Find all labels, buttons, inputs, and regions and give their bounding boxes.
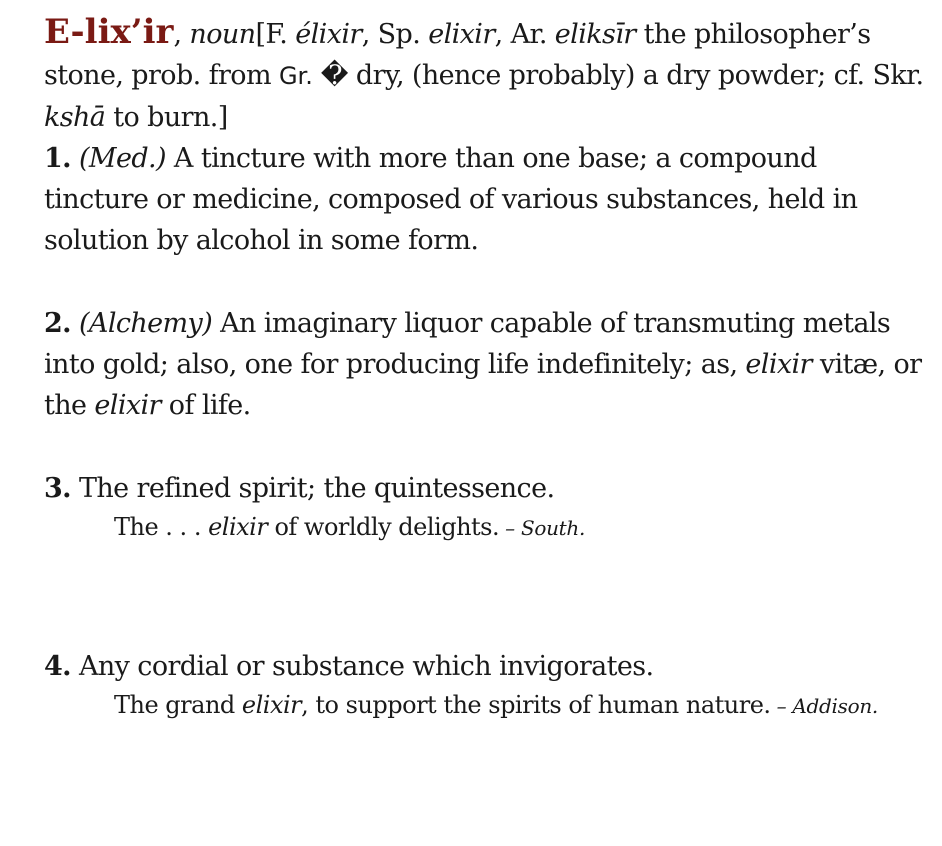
sense-text: A tincture with more than one base; a compound tincture or medicine, composed of various substances, held in solution by alcohol in some form.	[44, 143, 858, 256]
sense-label: (Alchemy)	[78, 308, 213, 339]
sense-4	[44, 646, 924, 687]
sense-1	[44, 138, 924, 261]
sense-number: 2.	[44, 308, 71, 339]
sense-number: 3.	[44, 473, 71, 504]
part-of-speech: noun	[189, 19, 256, 50]
sense-text: The refined spirit; the quintessence.	[71, 473, 555, 504]
sense-2: 2. (Alchemy) An imaginary liquor capable of transmuting metals into gold; also, one for producing life indefinitely; as, elixir vitæ, or the elixir of life.	[44, 308, 922, 421]
replacement-glyph: �	[312, 60, 356, 91]
dictionary-entry	[44, 12, 924, 724]
sense-text: Any cordial or substance which invigorates.	[71, 651, 654, 682]
citation-quote: The . . . elixir of worldly delights. – South.	[114, 513, 586, 541]
etymology: [F. élixir, Sp. elixir, Ar. eliksīr the philosopher’s stone, prob. from Gr. � dry, (hence probably) a dry powder; cf. Skr. kshā to burn.]	[44, 19, 924, 133]
sense-number: 1.	[44, 143, 71, 174]
entry-header: E-lix’ir, noun[F. élixir, Sp. elixir, Ar. eliksīr the philosopher’s stone, prob. from Gr. � dry, (hence probably) a dry powder; cf. Skr. kshā to burn.]	[44, 12, 924, 133]
sense-number: 4.	[44, 651, 71, 682]
citation-source: South.	[520, 516, 586, 540]
citation-source: Addison.	[792, 694, 878, 718]
sense-label: (Med.)	[78, 143, 166, 174]
citation-quote: The grand elixir, to support the spirits of human nature. – Addison.	[114, 691, 878, 719]
sense-3	[44, 468, 924, 509]
headword: E-lix’ir	[44, 12, 174, 52]
